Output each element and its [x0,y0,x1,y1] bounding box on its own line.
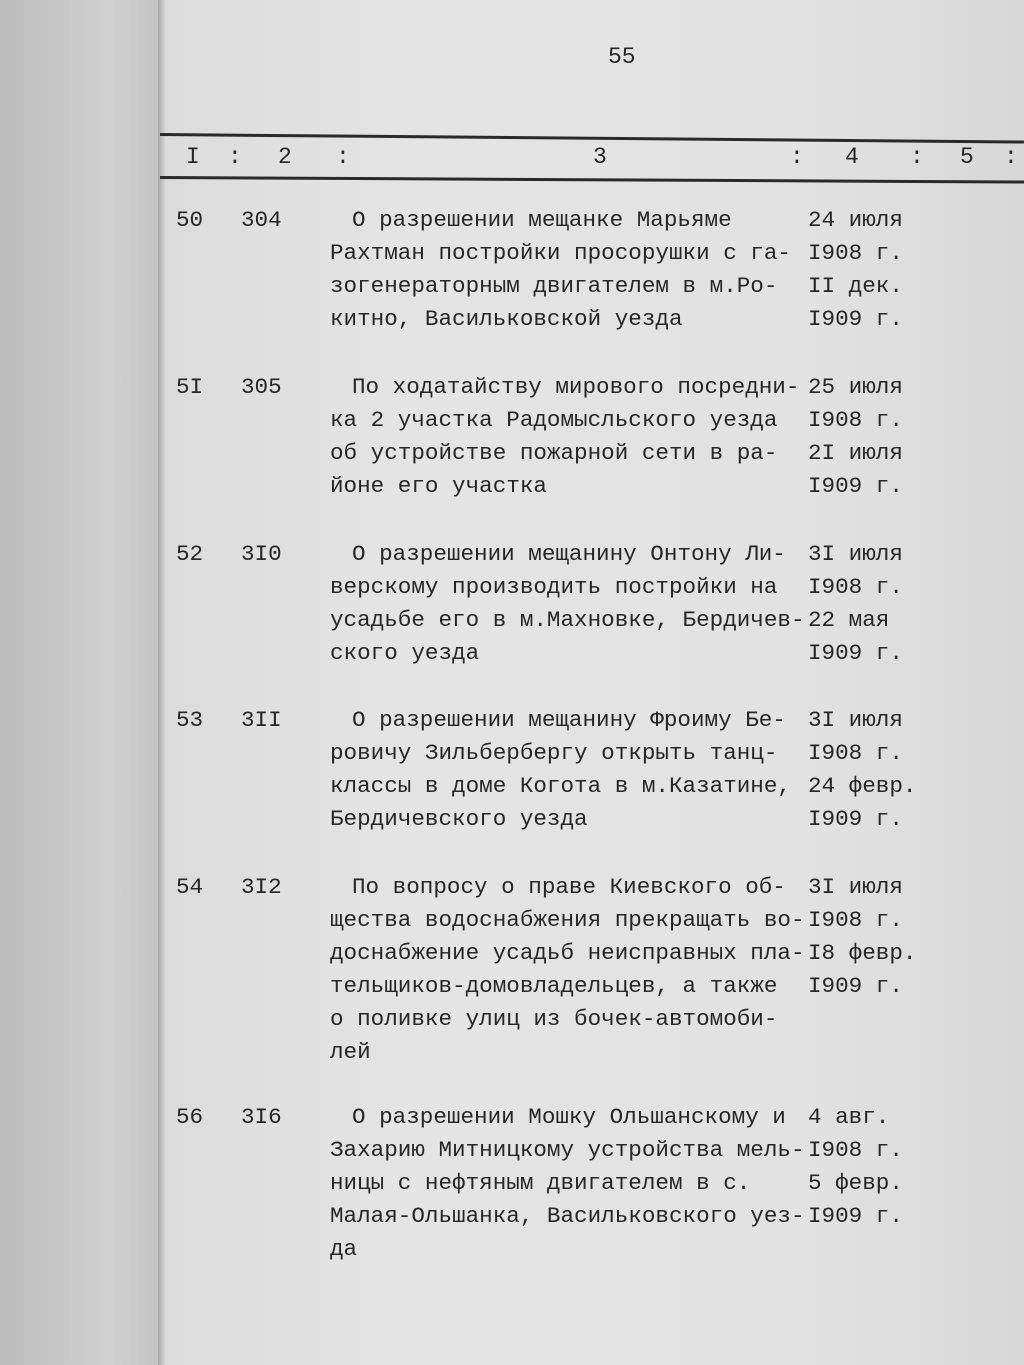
entry-number: 50 [176,207,204,233]
description-line: лей [330,1039,371,1065]
header-col1: I [186,144,200,170]
entry-dates [808,371,903,503]
date-line: I8 февр. [808,940,917,966]
header-col2: 2 [278,144,292,170]
description-line: щества водоснабжения прекращать во- [330,907,805,933]
entry-dates [808,871,916,1003]
description-line: о поливке улиц из бочек-автомоби- [330,1006,778,1032]
header-bottom-rule [160,176,1024,184]
description-line: классы в доме Когота в м.Казатине, [330,773,791,799]
description-line: доснабжение усадьб неисправных пла- [330,940,805,966]
entry-number: 56 [176,1104,204,1130]
date-line: I909 г. [808,806,903,832]
header-sep: : [790,144,804,170]
description-line: китно, Васильковской уезда [330,306,683,332]
file-number: 3I0 [241,541,282,567]
date-line: 2I июля [808,440,903,466]
date-line: 5 февр. [808,1170,903,1196]
date-line: 3I июля [808,874,903,900]
date-line: 4 авг. [808,1104,890,1130]
date-line: I908 г. [808,1137,903,1163]
date-line: I908 г. [808,740,903,766]
description-line: Рахтман постройки просорушки с га- [330,240,791,266]
description-line: йоне его участка [330,473,547,499]
header-sep: : [228,144,242,170]
description-line: О разрешении Мошку Ольшанскому и [352,1104,786,1130]
date-line: I909 г. [808,1203,903,1229]
header-sep: : [910,144,924,170]
file-number: 3II [241,707,282,733]
file-number: 3I2 [241,874,282,900]
date-line: I909 г. [808,640,903,666]
file-number: 3I6 [241,1104,282,1130]
date-line: 3I июля [808,707,903,733]
header-top-rule [160,133,1024,144]
date-line: I908 г. [808,407,903,433]
description-line: зогенераторным двигателем в м.Ро- [330,273,778,299]
header-sep: : [1004,144,1018,170]
header-col4: 4 [845,144,859,170]
date-line: 24 февр. [808,773,917,799]
header-col5: 5 [960,144,974,170]
entry-number: 53 [176,707,204,733]
date-line: 3I июля [808,541,903,567]
description-line: О разрешении мещанину Онтону Ли- [352,541,786,567]
description-line: О разрешении мещанке Марьяме [352,207,732,233]
entry-dates [808,1101,903,1233]
description-line: По ходатайству мирового посредни- [352,374,800,400]
date-line: I909 г. [808,473,903,499]
entry-dates [808,204,903,336]
date-line: I908 г. [808,240,903,266]
entry-description [330,1101,805,1266]
entry-number: 5I [176,374,204,400]
entry-description [330,704,791,836]
description-line: тельщиков-домовладельцев, а также [330,973,778,999]
description-line: ка 2 участка Радомысльского уезда [330,407,778,433]
entry-description [330,204,791,336]
entry-number: 52 [176,541,204,567]
header-sep: : [336,144,350,170]
date-line: II дек. [808,273,903,299]
entry-dates [808,704,916,836]
description-line: ровичу Зильбербергу открыть танц- [330,740,778,766]
description-line: Бердичевского уезда [330,806,588,832]
date-line: 25 июля [808,374,903,400]
date-line: I908 г. [808,907,903,933]
description-line: Малая-Ольшанка, Васильковского уез- [330,1203,805,1229]
description-line: Захарию Митницкому устройства мель- [330,1137,805,1163]
date-line: I909 г. [808,306,903,332]
description-line: ницы с нефтяным двигателем в с. [330,1170,751,1196]
date-line: I908 г. [808,574,903,600]
entry-description [330,538,805,670]
file-number: 304 [241,207,282,233]
page-number: 55 [608,44,636,70]
date-line: I909 г. [808,973,903,999]
description-line: О разрешении мещанину Фроиму Бе- [352,707,786,733]
header-col3: 3 [593,144,607,170]
adjacent-page-edge [0,0,158,1365]
entry-description [330,371,799,503]
description-line: да [330,1236,358,1262]
description-line: верскому производить постройки на [330,574,778,600]
description-line: об устройстве пожарной сети в ра- [330,440,778,466]
date-line: 22 мая [808,607,890,633]
file-number: 305 [241,374,282,400]
date-line: 24 июля [808,207,903,233]
description-line: По вопросу о праве Киевского об- [352,874,786,900]
entry-number: 54 [176,874,204,900]
entry-description [330,871,805,1069]
entry-dates [808,538,903,670]
description-line: усадьбе его в м.Махновке, Бердичев- [330,607,805,633]
description-line: ского уезда [330,640,480,666]
